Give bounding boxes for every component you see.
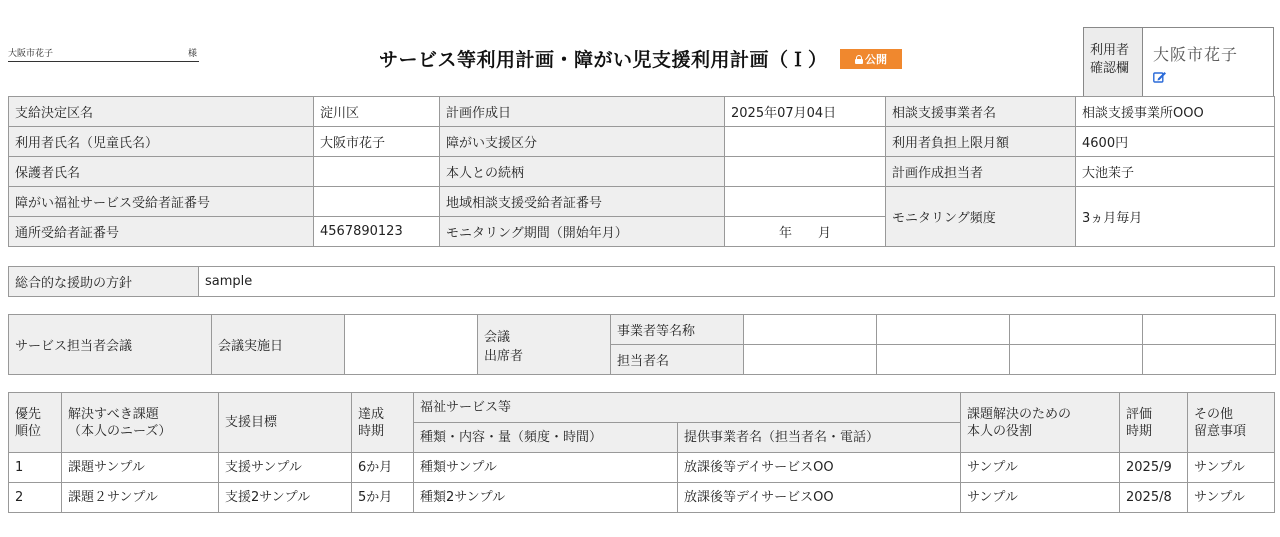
policy-label: 総合的な援助の方針 (9, 267, 199, 297)
header-line: その他 (1194, 406, 1234, 422)
label-cell: モニタリング頻度 (886, 187, 1076, 247)
cell-goal: 支援サンプル (219, 453, 352, 483)
col-header-provider: 提供事業者名（担当者名・電話） (678, 423, 961, 453)
table-row (9, 187, 1275, 217)
value-cell (725, 157, 886, 187)
label-cell: 障がい福祉サービス受給者証番号 (9, 187, 314, 217)
value-cell: 大阪市花子 (314, 127, 440, 157)
meeting-date-value[interactable] (345, 315, 478, 375)
cell-goal: 支援2サンプル (219, 483, 352, 513)
signature: 大阪市花子 (1153, 45, 1239, 64)
value-cell: 3ヵ月毎月 (1076, 187, 1275, 247)
provider-name-cell[interactable] (1143, 315, 1276, 345)
value-cell: 4567890123 (314, 217, 440, 247)
value-cell (314, 157, 440, 187)
header-line: （本人のニーズ） (68, 423, 172, 439)
col-header-priority (9, 393, 62, 453)
cell-role: サンプル (961, 483, 1120, 513)
person-name-cell[interactable] (1010, 345, 1143, 375)
header-line: 順位 (15, 423, 42, 439)
public-badge-label: 公開 (865, 53, 887, 66)
label-cell: 障がい支援区分 (440, 127, 725, 157)
label-cell: 計画作成担当者 (886, 157, 1076, 187)
cell-other: サンプル (1188, 453, 1275, 483)
cell-role: サンプル (961, 453, 1120, 483)
page-header (0, 0, 1280, 96)
table-row (9, 97, 1275, 127)
value-cell: 淀川区 (314, 97, 440, 127)
public-badge[interactable] (840, 49, 902, 69)
label-cell: 計画作成日 (440, 97, 725, 127)
value-cell (314, 187, 440, 217)
header-line: 達成 (358, 406, 385, 422)
cell-eval: 2025/9 (1120, 453, 1188, 483)
person-name-cell[interactable] (1143, 345, 1276, 375)
table-row (9, 483, 1275, 513)
col-header-role (961, 393, 1120, 453)
cell-priority: 1 (9, 453, 62, 483)
table-row (9, 315, 1276, 345)
value-cell: 年 月 (725, 217, 886, 247)
cell-provider: 放課後等デイサービスOO (678, 453, 961, 483)
value-cell: 相談支援事業所OOO (1076, 97, 1275, 127)
header-line: 時期 (358, 423, 385, 439)
lock-icon (855, 55, 863, 64)
provider-name-cell[interactable] (1010, 315, 1143, 345)
cell-period: 5か月 (352, 483, 414, 513)
table-row (9, 127, 1275, 157)
label-cell: 地域相談支援受給者証番号 (440, 187, 725, 217)
cell-other: サンプル (1188, 483, 1275, 513)
label-cell: モニタリング期間（開始年月） (440, 217, 725, 247)
provider-name-label: 事業者等名称 (611, 315, 744, 345)
label-cell: 通所受給者証番号 (9, 217, 314, 247)
cell-priority: 2 (9, 483, 62, 513)
value-cell (725, 187, 886, 217)
table-row (9, 453, 1275, 483)
label-cell: 利用者氏名（児童氏名） (9, 127, 314, 157)
table-header-row (9, 393, 1275, 423)
value-cell (725, 127, 886, 157)
header-line: 優先 (15, 406, 42, 422)
label-cell: 相談支援事業者名 (886, 97, 1076, 127)
meeting-label: サービス担当者会議 (9, 315, 212, 375)
cell-service-type: 種類サンプル (414, 453, 678, 483)
value-cell: 2025年07月04日 (725, 97, 886, 127)
plan-table (8, 392, 1275, 513)
user-name: 大阪市花子 (8, 49, 54, 59)
header-line: 時期 (1126, 423, 1153, 439)
user-name-line (8, 46, 199, 62)
col-header-service: 福祉サービス等 (414, 393, 961, 423)
value-cell: 大池茉子 (1076, 157, 1275, 187)
confirm-label (1084, 28, 1143, 96)
col-header-goal: 支援目標 (219, 393, 352, 453)
confirm-label-line2: 確認欄 (1090, 61, 1130, 76)
header-line: 留意事項 (1194, 423, 1247, 439)
meeting-table (8, 314, 1276, 375)
table-row (9, 157, 1275, 187)
label-cell: 保護者氏名 (9, 157, 314, 187)
meeting-date-label: 会議実施日 (212, 315, 345, 375)
table-row (9, 267, 1275, 297)
label-cell: 利用者負担上限月額 (886, 127, 1076, 157)
provider-name-cell[interactable] (877, 315, 1010, 345)
edit-icon[interactable] (1153, 71, 1167, 83)
policy-table (8, 266, 1275, 297)
cell-eval: 2025/8 (1120, 483, 1188, 513)
col-header-period (352, 393, 414, 453)
label-cell: 本人との続柄 (440, 157, 725, 187)
honorific: 様 (187, 49, 197, 59)
cell-issue: 課題サンプル (62, 453, 219, 483)
col-header-issue (62, 393, 219, 453)
cell-period: 6か月 (352, 453, 414, 483)
header-line: 評価 (1126, 406, 1153, 422)
user-confirm-box (1083, 27, 1274, 97)
confirm-signature-area (1143, 28, 1273, 96)
attendees-label-line1: 会議 (484, 329, 511, 345)
meeting-attendees-label (478, 315, 611, 375)
header-line: 解決すべき課題 (68, 406, 159, 422)
header-line: 本人の役割 (967, 423, 1033, 439)
page-title: サービス等利用計画・障がい児支援利用計画（Ｉ） (379, 49, 828, 71)
policy-value: sample (199, 267, 1275, 297)
info-table (8, 96, 1275, 247)
col-header-eval (1120, 393, 1188, 453)
confirm-label-line1: 利用者 (1090, 43, 1130, 58)
col-header-service-type: 種類・内容・量（頻度・時間） (414, 423, 678, 453)
person-name-label: 担当者名 (611, 345, 744, 375)
label-cell: 支給決定区名 (9, 97, 314, 127)
cell-service-type: 種類2サンプル (414, 483, 678, 513)
cell-provider: 放課後等デイサービスOO (678, 483, 961, 513)
person-name-cell[interactable] (877, 345, 1010, 375)
person-name-cell[interactable] (744, 345, 877, 375)
value-cell: 4600円 (1076, 127, 1275, 157)
header-line: 課題解決のための (967, 406, 1072, 422)
attendees-label-line2: 出席者 (484, 348, 524, 364)
provider-name-cell[interactable] (744, 315, 877, 345)
cell-issue: 課題２サンプル (62, 483, 219, 513)
col-header-other (1188, 393, 1275, 453)
